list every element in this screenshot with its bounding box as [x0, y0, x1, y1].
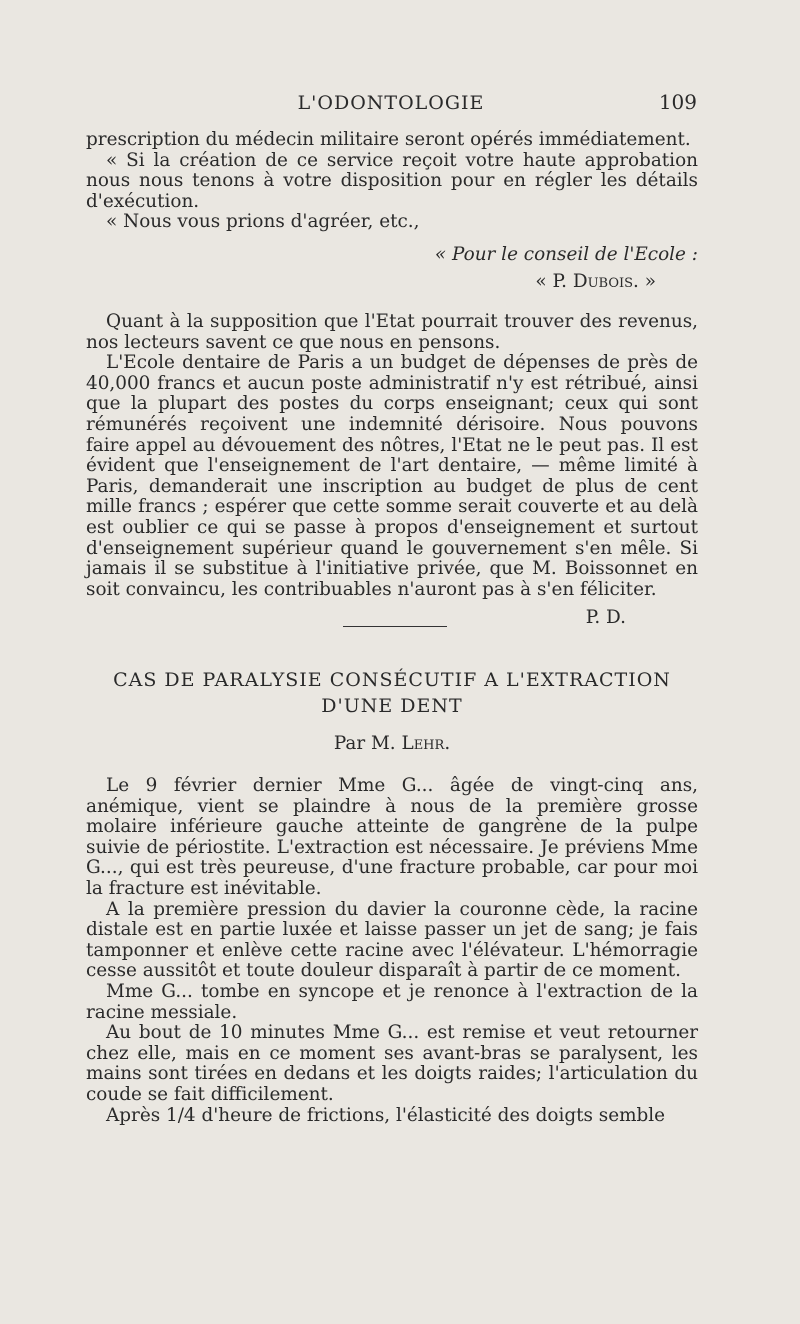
article-title-line1: CAS DE PARALYSIE CONSÉCUTIF A L'EXTRACTION	[113, 669, 671, 691]
sig-name: Dubois	[572, 271, 634, 292]
article-paragraph: Au bout de 10 minutes Mme G... est remise et veut retourner chez elle, mais en ce moment ses avant-bras se paralysent, les mains sont tirées en dedans et les doigts raides; l'articulation du coude se fait difficilement.	[86, 1022, 698, 1105]
journal-title: L'ODONTOLOGIE	[297, 92, 485, 114]
article-paragraph: Le 9 février dernier Mme G... âgée de vingt-cinq ans, anémique, vient se plaindre à nous de la première grosse molaire inférieure gauche atteinte de gangrène de la pulpe suivie de périostite. L'extraction est nécessaire. Je préviens Mme G..., qui est très peureuse, d'une fracture probable, car pour moi la fracture est inévitable.	[86, 775, 698, 899]
byline-prefix: Par M.	[333, 733, 402, 754]
article-body	[86, 776, 698, 1126]
sig-open: « P.	[535, 271, 573, 292]
section-divider	[343, 626, 447, 627]
letter-body	[86, 130, 698, 233]
letter-signature-name	[86, 271, 656, 292]
letter-paragraph: « Si la création de ce service reçoit votre haute approbation nous nous tenons à votre disposition pour en régler les détails d'exécution.	[86, 149, 698, 212]
article-title	[86, 667, 698, 719]
commentary-body	[86, 312, 698, 600]
byline-author: Lehr	[401, 733, 445, 754]
commentary-paragraph: L'Ecole dentaire de Paris a un budget de dépenses de près de 40,000 francs et aucun poste administratif n'y est rétribué, ainsi que la plupart des postes du corps enseignant; ceux qui sont rémunérés reçoivent une indemnité dérisoire. Nous pouvons faire appel au dévouement des nôtres, l'Etat ne le peut pas. Il est évident que l'enseignement de l'art dentaire, — même limité à Paris, demanderait une inscription au budget de plus de cent mille francs ; espérer que cette somme serait couverte et au delà est oublier ce qui se passe à propos d'enseignement et surtout d'enseignement supérieur quand le gouvernement s'en mêle. Si jamais il se substitue à l'initiative privée, que M. Boissonnet en soit convaincu, les contribuables n'auront pas à s'en féliciter.	[86, 352, 698, 600]
letter-line: prescription du médecin militaire seront opérés immédiatement.	[86, 129, 691, 150]
letter-signature-line: « Pour le conseil de l'Ecole :	[434, 244, 698, 265]
article-paragraph: Mme G... tombe en syncope et je renonce à l'extraction de la racine messiale.	[86, 980, 698, 1023]
byline-suffix: .	[444, 733, 451, 754]
article-paragraph: Après 1/4 d'heure de frictions, l'élasticité des doigts semble	[106, 1104, 666, 1126]
letter-closing: « Nous vous prions d'agréer, etc.,	[106, 211, 420, 233]
article-paragraph: A la première pression du davier la couronne cède, la racine distale est en partie luxée et laisse passer un jet de sang; je fais tamponner et enlève cette racine avec l'élévateur. L'hémorragie cesse aussitôt et toute douleur disparaît à partir de ce moment.	[86, 898, 698, 982]
page-number: 109	[658, 90, 697, 114]
commentary-paragraph: Quant à la supposition que l'Etat pourrait trouver des revenus, nos lecteurs savent ce que nous en pensons.	[86, 311, 698, 353]
article-title-line2: D'UNE DENT	[321, 695, 463, 717]
sig-close: . »	[633, 271, 656, 292]
running-header	[85, 90, 697, 120]
article-byline	[86, 733, 698, 754]
commentary-signature: P. D.	[585, 607, 626, 628]
